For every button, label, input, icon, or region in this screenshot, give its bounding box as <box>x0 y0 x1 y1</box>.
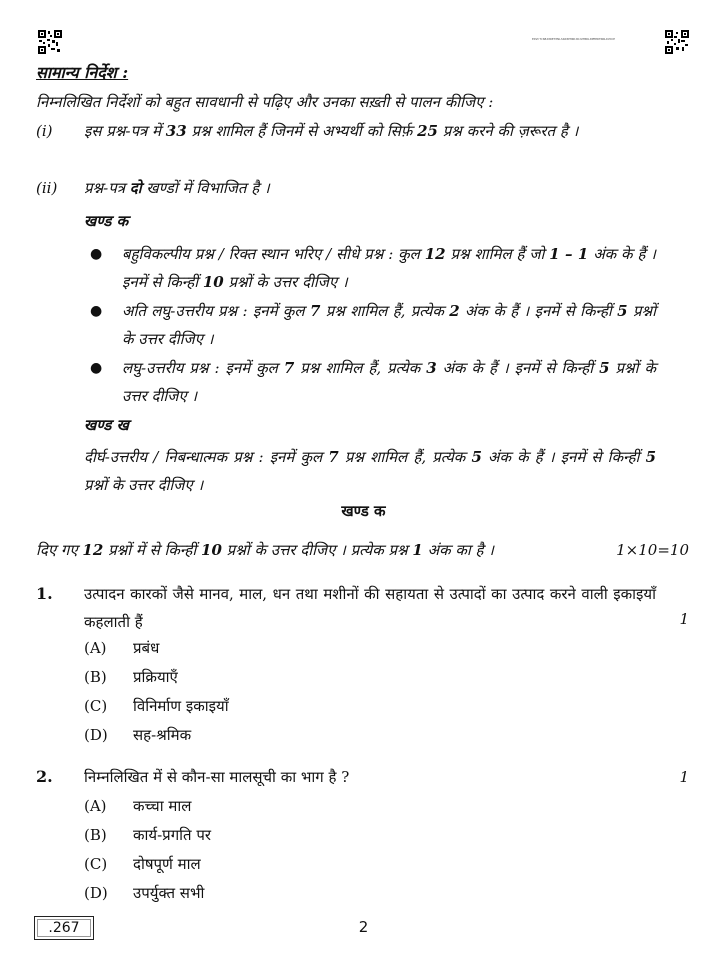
instruction-i: इस प्रश्न-पत्र में 33 प्रश्न शामिल हैं जिनमें से अभ्यर्थी को सिर्फ़ 25 प्रश्न करने की ज़रूरत है । <box>84 122 579 140</box>
question-marks: 1 <box>679 768 689 786</box>
option-key: (A) <box>84 639 107 657</box>
option-key: (D) <box>84 726 108 744</box>
option-text: विनिर्माण इकाइयाँ <box>133 697 229 715</box>
item-label: (i) <box>36 122 53 140</box>
bullet-icon: ● <box>90 303 103 319</box>
section-instruction: दिए गए 12 प्रश्नों में से किन्हीं 10 प्रश्नों के उत्तर दीजिए । प्रत्येक प्रश्न 1 अंक का है । <box>36 541 494 559</box>
option-text: उपर्युक्त सभी <box>133 884 205 902</box>
qr-code-icon <box>38 30 62 54</box>
bullet-short: लघु-उत्तरीय प्रश्न : इनमें कुल 7 प्रश्न शामिल हैं, प्रत्येक 3 अंक के हैं । इनमें से किन्हीं 5 प्रश्नों के उत्तर दीजिए । <box>122 359 656 405</box>
option-text: प्रक्रियाएँ <box>133 668 178 686</box>
question-marks: 1 <box>679 610 689 628</box>
option-key: (C) <box>84 697 108 715</box>
section-title: खण्ड क <box>341 502 386 520</box>
question-number: 2. <box>36 767 53 786</box>
instructions-title: सामान्य निर्देश : <box>36 63 129 82</box>
bullet-icon: ● <box>90 246 103 262</box>
option-key: (D) <box>84 884 108 902</box>
section-a-heading: खण्ड क <box>84 212 129 230</box>
option-key: (A) <box>84 797 107 815</box>
bullet-icon: ● <box>90 360 103 376</box>
option-key: (B) <box>84 826 107 844</box>
instruction-ii: प्रश्न-पत्र दो खण्डों में विभाजित है । <box>84 179 270 197</box>
option-key: (C) <box>84 855 108 873</box>
question-text: निम्नलिखित में से कौन-सा मालसूची का भाग है ? <box>84 768 350 786</box>
option-text: कार्य-प्रगति पर <box>133 826 212 844</box>
document-code-strip: EDVCTCN8J0RETPNLSNJ8PHROJRJUTBRL0PMHRTRNLDVOCE <box>532 37 616 41</box>
qr-code-icon <box>665 30 689 54</box>
bullet-very-short: अति लघु-उत्तरीय प्रश्न : इनमें कुल 7 प्रश्न शामिल हैं, प्रत्येक 2 अंक के हैं । इनमें से किन्हीं 5 प्रश्नों के उत्तर दीजिए । <box>122 302 656 348</box>
question-text: उत्पादन कारकों जैसे मानव, माल, धन तथा मशीनों की सहायता से उत्पादों का उत्पाद करने वाली इकाइयाँ कहलाती हैं <box>84 585 656 631</box>
option-text: कच्चा माल <box>133 797 192 815</box>
section-marks: 1×10=10 <box>616 541 689 559</box>
option-text: सह-श्रमिक <box>133 726 192 744</box>
option-text: प्रबंध <box>133 639 160 657</box>
page-number: 2 <box>358 918 369 936</box>
option-key: (B) <box>84 668 107 686</box>
question-number: 1. <box>36 584 53 603</box>
section-b-heading: खण्ड ख <box>84 416 129 434</box>
item-label: (ii) <box>36 179 58 197</box>
option-text: दोषपूर्ण माल <box>133 855 201 873</box>
instructions-intro: निम्नलिखित निर्देशों को बहुत सावधानी से पढ़िए और उनका सख़्ती से पालन कीजिए : <box>36 93 494 111</box>
paper-code-box: .267 <box>34 916 94 940</box>
section-b-instruction: दीर्घ-उत्तरीय / निबन्धात्मक प्रश्न : इनमें कुल 7 प्रश्न शामिल हैं, प्रत्येक 5 अंक के हैं । इनमें से किन्हीं 5 प्रश्नों के उत्तर दीजिए । <box>84 448 656 494</box>
bullet-mcq: बहुविकल्पीय प्रश्न / रिक्त स्थान भरिए / सीधे प्रश्न : कुल 12 प्रश्न शामिल हैं जो 1 – 1 अंक के हैं । इनमें से किन्हीं 10 प्रश्नों के उत्तर दीजिए । <box>122 245 656 291</box>
